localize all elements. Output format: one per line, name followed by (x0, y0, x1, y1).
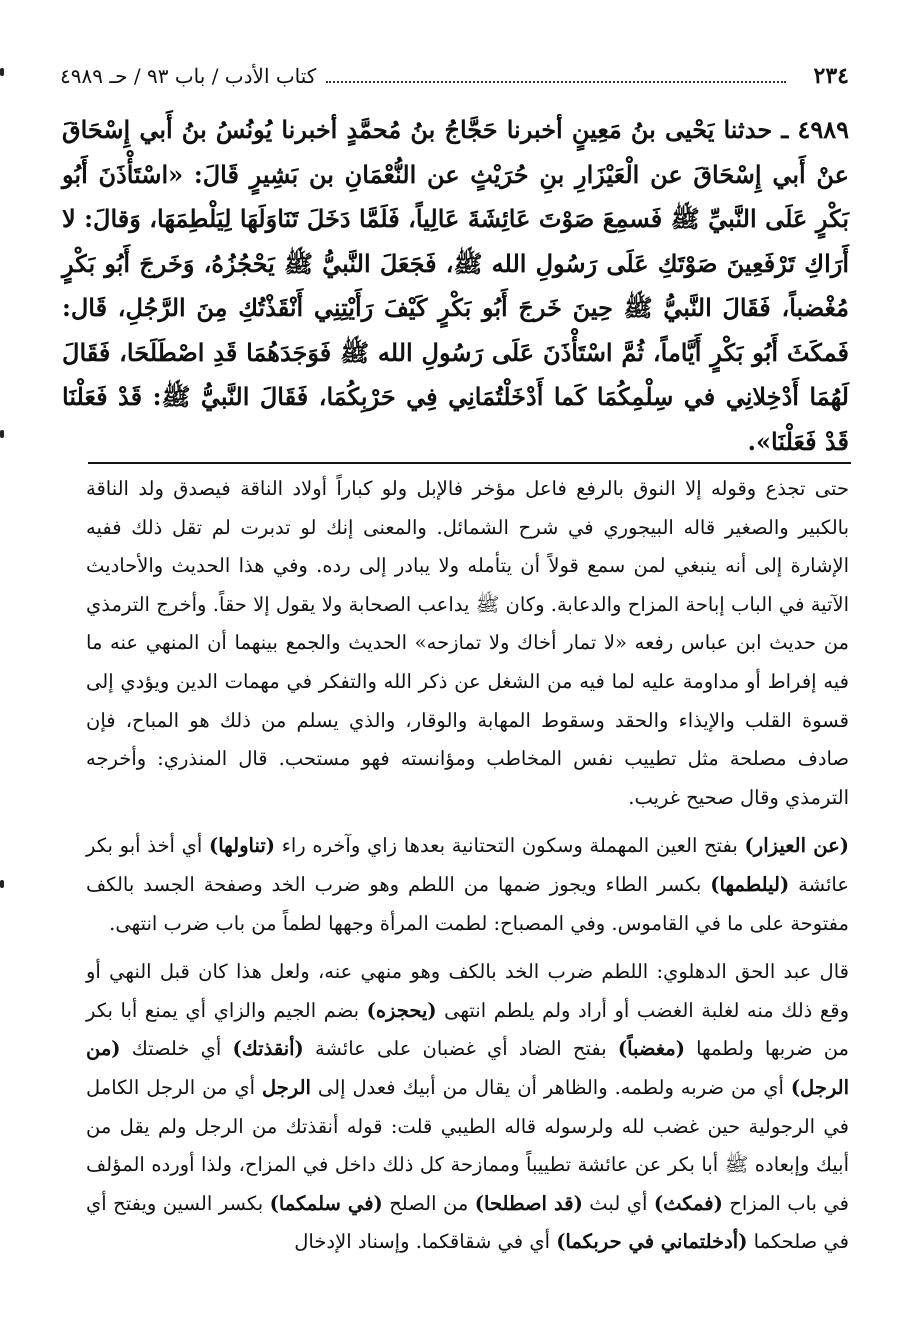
commentary-text: من الصلح (382, 1191, 475, 1215)
commentary-text: أي خلصتك (120, 1037, 233, 1061)
page-number: ٢٣٤ (813, 63, 849, 89)
lemma: (قد اصطلحا) (474, 1191, 583, 1215)
commentary-paragraph (86, 470, 849, 817)
commentary-text: قال عبد الحق الدهلوي: اللطم ضرب الخد بالكف وهو منهي عنه، ولعل هذا كان قبل النهي أو وقع ذلك منه لغلبة الغضب أو أراد ولم يلطم انتهى (86, 960, 849, 1022)
lemma: (ليلطمها) (710, 872, 790, 896)
footnote-separator-rule (88, 462, 851, 464)
hadith-text-block (62, 108, 849, 464)
commentary-text: بفتح الضاد أي غضبان على عائشة (303, 1037, 618, 1061)
commentary-text: أي في شقاقكما. وإسناد الإدخال (294, 1230, 557, 1254)
commentary-text: أي من ضربه ولطمه. والظاهر أن يقال من أبيك فعدل إلى (310, 1075, 791, 1099)
commentary-text: بكسر السين ويفتح أي في صلحكما (86, 1191, 849, 1254)
commentary-text: بكسر الطاء ويجوز ضمها من اللطم وهو ضرب الخد وصفحة الجسد بالكف مفتوحة على ما في القاموس. وفي المصباح: لطمت المرأة وجهها لطماً من باب ضرب انتهى. (86, 872, 849, 935)
left-edge-mark (0, 880, 4, 888)
left-edge-mark (0, 430, 4, 438)
commentary-block (86, 470, 849, 1272)
lemma: (من الرجل) (86, 1037, 849, 1099)
commentary-text: أي أخذ أبو بكر عائشة (86, 834, 849, 896)
commentary-paragraph (86, 827, 849, 943)
hadith-body: ـ حدثنا يَحْيى بنُ مَعِينٍ أخبرنا حَجَّاجُ بنُ مُحمَّدٍ أخبرنا يُونُسُ بنُ أَبي إِسْحَاقَ عنْ أَبي إِسْحَاقَ عن الْعَيْزَارِ بنِ حُرَيْثٍ عن النُّعْمَانِ بن بَشِيرٍ قَالَ: «اسْتَأْذَنَ أَبُو بَكْرٍ عَلَى النَّبيِّ ﷺ فَسمِعَ صَوْتَ عَائِشَةَ عَالِياً، فَلَمَّا دَخَلَ تَنَاوَلَهَا لِيَلْطِمَهَا، وَقالَ: لا أَرَاكِ تَرْفَعِينَ صَوْتَكِ عَلَى رَسُولِ الله ﷺ، فَجَعَلَ النَّبيُّ ﷺ يَحْجُزُهُ، وَخَرجَ أَبُو بَكْرٍ مُغْضباً، فَقَالَ النَّبيُّ ﷺ حِينَ خَرجَ أَبُو بَكْرٍ كَيْفَ رَأَيْتِنِي أَنْقَذْتُكِ مِنَ الرَّجُلِ، قَال: فَمكَثَ أَبُو بَكْرٍ أَيَّاماً، ثُمَّ اسْتَأْذَنَ عَلَى رَسُولِ الله ﷺ فَوَجَدَهُمَا قَدِ اصْطَلَحَا، فَقَالَ لَهُمَا أَدْخِلانِي في سِلْمِكُمَا كَما أَدْخَلْتُمَانِي فِي حَرْبِكُمَا، فَقَالَ النَّبيُّ ﷺ: قَدْ فَعَلْنَا قَدْ فَعَلْنَا». (62, 115, 850, 456)
lemma: الرجل (261, 1075, 311, 1099)
lemma: (أنقذتك) (232, 1037, 304, 1061)
hadith-number: ٤٩٨٩ (797, 115, 849, 144)
lemma: (مغضباً) (617, 1037, 685, 1061)
header-dotted-leader (326, 81, 785, 83)
lemma: (فمكث) (653, 1191, 723, 1215)
commentary-text: بفتح العين المهملة وسكون التحتانية بعدها زاي وآخره راء (275, 834, 745, 858)
commentary-paragraph (86, 953, 849, 1262)
left-edge-mark (0, 68, 4, 76)
lemma: (يحجزه) (366, 998, 437, 1022)
running-header (60, 58, 849, 94)
commentary-text: حتى تجذع وقوله إلا النوق بالرفع فاعل مؤخر فالإبل ولو كباراً أولاد الناقة فيصدق ولد الناقة بالكبير والصغير قاله البيجوري في شرح الشمائل. والمعنى إنك لو تدبرت لم تقل ذلك ففيه الإشارة إلى أنه ينبغي لمن سمع قولاً أن يتأمله ولا يبادر إلى رده. وفي هذا الحديث والأحاديث الآتية في الباب إباحة المزاح والدعابة. وكان ﷺ يداعب الصحابة ولا يقول إلا حقاً. وأخرج الترمذي من حديث ابن عباس رفعه «لا تمار أخاك ولا تمازحه» الحديث والجمع بينهما أن المنهي عنه ما فيه إفراط أو مداومة عليه لما فيه من الشغل عن ذكر الله والتفكر في مهمات الدين ويؤدي إلى قسوة القلب والإيذاء والحقد وسقوط المهابة والوقار، والذي يسلم من ذلك هو المباح، فإن صادف مصلحة مثل تطييب نفس المخاطب ومؤانسته فهو مستحب. قال المنذري: وأخرجه الترمذي وقال صحيح غريب. (86, 477, 849, 809)
lemma: (في سلمكما) (269, 1191, 383, 1215)
lemma: (عن العيزار) (744, 834, 849, 858)
lemma: (أدخلتماني في حربكما) (556, 1230, 748, 1254)
commentary-text: بضم الجيم والزاي أي يمنع أبا بكر من ضربها ولطمها (86, 998, 850, 1061)
commentary-text: أي لبث (582, 1191, 654, 1215)
commentary-text: أي من الرجل الكامل في الرجولية حين غضب لله ولرسوله قاله الطيبي قلت: قوله أنقذتك من الرجل ولم يقل من أبيك وإبعاده ﷺ أبا بكر عن عائشة تطييباً وممازحة كل ذلك داخل في المزاح، ولذا أورده المؤلف في باب المزاح (86, 1075, 849, 1215)
lemma: (تناولها) (209, 834, 276, 858)
running-title: كتاب الأدب / باب ٩٣ / حـ ٤٩٨٩ (60, 64, 317, 88)
